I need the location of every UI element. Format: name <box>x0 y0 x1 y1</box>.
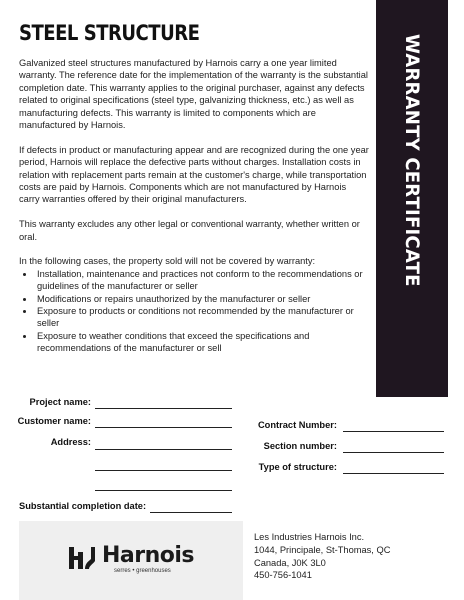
completion-date-field[interactable] <box>150 512 232 513</box>
section-number-label: Section number: <box>263 441 337 451</box>
harnois-mark-icon <box>67 543 97 573</box>
page-title: STEEL STRUCTURE <box>19 21 200 45</box>
logo-tagline: serres • greenhouses <box>114 568 171 574</box>
contract-number-field[interactable] <box>343 431 444 432</box>
type-of-structure-label: Type of structure: <box>258 462 337 472</box>
phone-number: 450-756-1041 <box>254 570 312 581</box>
address-line: Canada, J0K 3L0 <box>254 557 326 568</box>
section-number-field[interactable] <box>343 452 444 453</box>
project-name-label: Project name: <box>29 397 91 407</box>
customer-name-label: Customer name: <box>17 416 91 426</box>
address-field-line-3[interactable] <box>95 490 232 491</box>
paragraph-exclusion-other: This warranty excludes any other legal or conventional warranty, whether written or oral. <box>19 219 360 242</box>
customer-name-field[interactable] <box>95 427 232 428</box>
completion-date-label: Substantial completion date: <box>19 501 147 511</box>
paragraph-cases-intro: In the following cases, the property sold will not be covered by warranty: <box>19 256 316 267</box>
address-field-line-2[interactable] <box>95 470 232 471</box>
exclusion-item: • Modifications or repairs unauthorized by the manufacturer or seller <box>35 293 369 305</box>
address-line: Les Industries Harnois Inc. <box>254 532 365 542</box>
warranty-body <box>19 57 369 355</box>
type-of-structure-field[interactable] <box>343 473 444 474</box>
logo-panel <box>19 521 243 600</box>
logo-wordmark: Harnois <box>102 543 195 568</box>
harnois-logo <box>67 543 197 579</box>
company-address <box>254 531 390 582</box>
paragraph-defect-replacement: If defects in product or manufacturing appear and are recognized during the one year period, Harnois will replace the defective parts without charges. Installation costs in relation with replacement parts remain at the customer's charge, while transportation costs are paid by Harnois. Components which are not manufactured by Harnois carry warranties offered by their original manufacturers. <box>19 144 369 205</box>
sidebar-title: WARRANTY CERTIFICATE <box>401 34 423 287</box>
exclusion-item: • Exposure to products or conditions not recommended by the manufacturer or seller <box>35 305 369 330</box>
project-name-field[interactable] <box>95 408 232 409</box>
exclusion-item: • Exposure to weather conditions that exceed the specifications and recommendations of the manufacturer or sell <box>35 330 369 355</box>
contract-number-label: Contract Number: <box>257 420 337 430</box>
sidebar-banner <box>376 0 448 397</box>
exclusion-list <box>19 268 369 355</box>
exclusion-item: • Installation, maintenance and practices not conform to the recommendations or guidelines of the manufacturer or seller <box>35 268 369 293</box>
paragraph-warranty-scope: Galvanized steel structures manufactured by Harnois carry a one year limited warranty. The reference date for the implementation of the warranty is the substantial completion date. This warranty applies to the original purchaser, against any defects related to original specifications (steel type, galvanizing thickness, etc.) as well as manufacturing defects. This warranty is limited to components which are manufactured by Harnois. <box>19 58 368 131</box>
address-line: 1044, Principale, St-Thomas, QC <box>254 544 391 555</box>
address-field-line-1[interactable] <box>95 449 232 450</box>
address-label: Address: <box>50 437 91 447</box>
